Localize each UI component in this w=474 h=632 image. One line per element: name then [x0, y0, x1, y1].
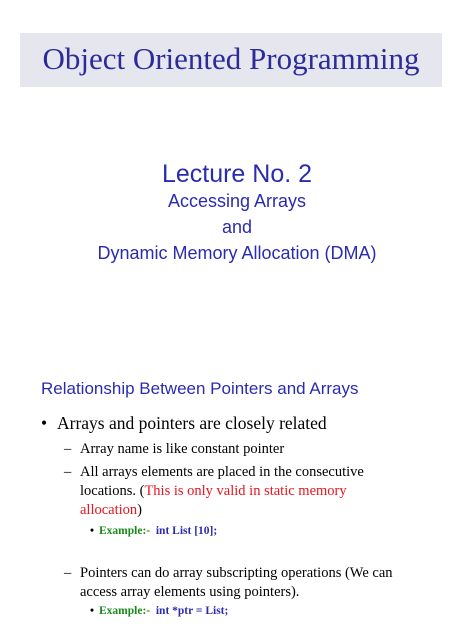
lecture-subtitle-line2: and	[221, 217, 253, 237]
lecture-subtitle-line1: Accessing Arrays	[167, 191, 307, 211]
example-1-label: Example:-	[99, 525, 151, 537]
slide-title: Object Oriented Programming	[42, 41, 420, 76]
bullet-dot-icon: •	[41, 413, 48, 433]
title-banner	[20, 33, 442, 87]
sub-point-3	[64, 564, 393, 583]
sub-point-2	[64, 463, 364, 482]
sub-point-2-line2	[80, 482, 347, 501]
lecture-number: Lecture No. 2	[161, 160, 313, 188]
main-bullet-text: Arrays and pointers are closely related	[57, 413, 327, 433]
static-memory-note-end: allocation	[80, 502, 138, 518]
sub-point-1	[64, 440, 284, 459]
dash-icon: –	[64, 565, 72, 581]
example-1	[90, 524, 217, 539]
lecture-subtitle-line3: Dynamic Memory Allocation (DMA)	[97, 243, 377, 263]
dash-icon: –	[64, 464, 72, 480]
sub-point-1-text: Array name is like constant pointer	[80, 441, 285, 457]
dash-icon: –	[64, 441, 72, 457]
section-heading: Relationship Between Pointers and Arrays	[41, 379, 359, 398]
example-2	[90, 604, 228, 619]
example-bullet-icon: •	[90, 525, 95, 537]
sub-point-3-text-line1: Pointers can do array subscripting operations (We can	[80, 565, 393, 581]
example-1-code: int List [10];	[155, 525, 218, 537]
sub-point-2-close-paren: )	[137, 502, 143, 518]
sub-point-3-text-line2: access array elements using pointers).	[80, 584, 300, 600]
sub-point-2-text-line1: All arrays elements are placed in the consecutive	[80, 464, 364, 480]
example-bullet-icon: •	[90, 605, 95, 617]
sub-point-3-line2	[80, 583, 299, 602]
main-bullet	[41, 412, 327, 434]
example-2-code: int *ptr = List;	[155, 605, 229, 617]
example-2-label: Example:-	[99, 605, 151, 617]
sub-point-2-line3	[80, 501, 142, 520]
sub-point-2-text-line2: locations. (	[80, 483, 145, 499]
static-memory-note: This is only valid in static memory	[144, 483, 347, 499]
